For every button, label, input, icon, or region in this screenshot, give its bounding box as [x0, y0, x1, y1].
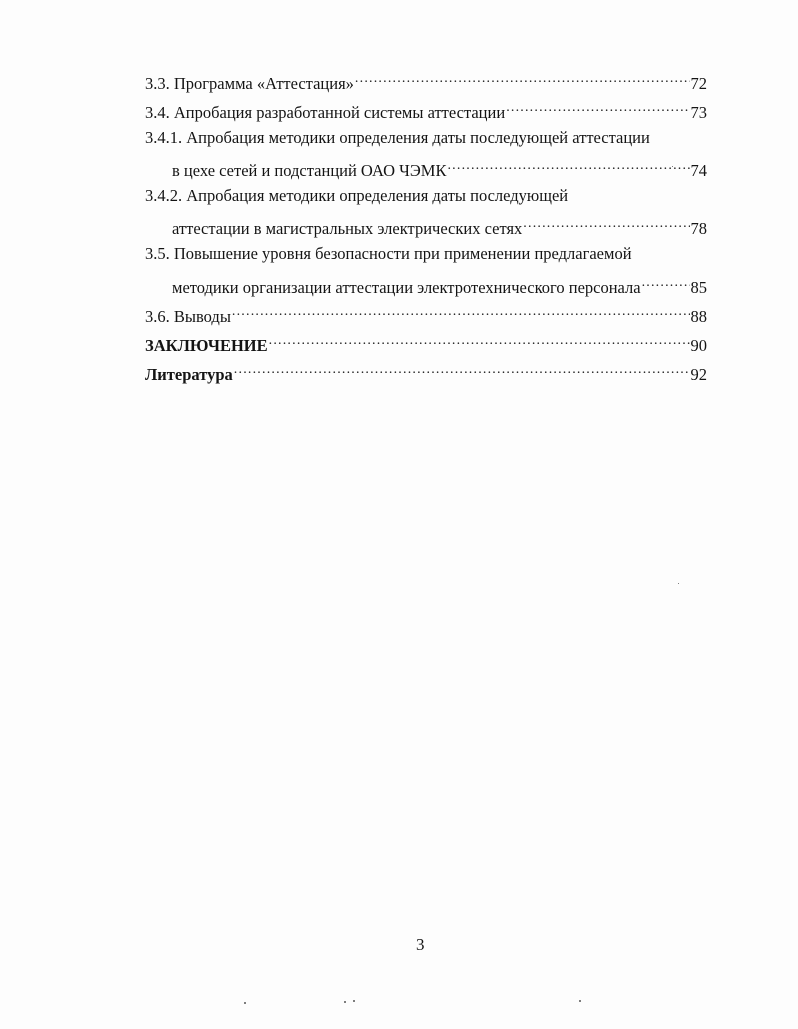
toc-entry-page: 92: [690, 365, 707, 384]
toc-entry: [172, 214, 707, 239]
toc-entry-title-line2: методики организации аттестации электротехнического персонала: [172, 278, 641, 297]
scan-speck: [678, 583, 679, 584]
toc-entry-title-line2: аттестации в магистральных электрических сетях: [172, 219, 523, 238]
toc-entry-page: 88: [690, 307, 707, 326]
page-number: 3: [416, 935, 425, 954]
scan-speck: [344, 1001, 346, 1003]
toc-entry-page: 85: [690, 278, 707, 297]
toc-entry: [145, 69, 707, 94]
toc-entry: [145, 98, 707, 123]
scan-speck: [244, 1002, 246, 1004]
toc-entry-page: 74: [690, 161, 707, 180]
toc-entry-title: 3.3. Программа «Аттестация»: [145, 74, 354, 93]
toc-leader-dots: [355, 69, 690, 89]
toc-leader-dots: [447, 156, 689, 176]
toc-entry-page: 90: [690, 336, 707, 355]
scan-speck: [579, 1000, 581, 1002]
toc-entry-page: 72: [690, 74, 707, 93]
toc-entry-title-line1: 3.4.1. Апробация методики определения даты последующей аттестации: [145, 128, 650, 147]
toc-entry: [145, 360, 707, 385]
toc-entry: [172, 273, 707, 298]
toc-leader-dots: [642, 273, 690, 293]
toc-entry-title-line2: в цехе сетей и подстанций ОАО ЧЭМК: [172, 161, 447, 180]
toc-leader-dots: [269, 331, 690, 351]
toc-leader-dots: [523, 214, 689, 234]
toc-entry-title: Литература: [145, 365, 233, 384]
toc-entry-page: 73: [690, 103, 707, 122]
toc-entry-title: ЗАКЛЮЧЕНИЕ: [145, 336, 268, 355]
toc-entry: [172, 156, 707, 181]
toc-entry-page: 78: [690, 219, 707, 238]
scan-speck: [353, 1000, 355, 1002]
toc-leader-dots: [232, 302, 690, 322]
toc-entry-title: 3.6. Выводы: [145, 307, 231, 326]
toc-entry-title: 3.4. Апробация разработанной системы аттестации: [145, 103, 506, 122]
toc-entry-title-line1: 3.4.2. Апробация методики определения даты последующей: [145, 186, 569, 205]
toc-leader-dots: [234, 360, 690, 380]
toc-entry: [145, 302, 707, 327]
toc-leader-dots: [506, 98, 689, 118]
scan-speck: [672, 166, 673, 167]
toc-entry-title-line1: 3.5. Повышение уровня безопасности при применении предлагаемой: [145, 244, 632, 263]
toc-entry: [145, 331, 707, 356]
